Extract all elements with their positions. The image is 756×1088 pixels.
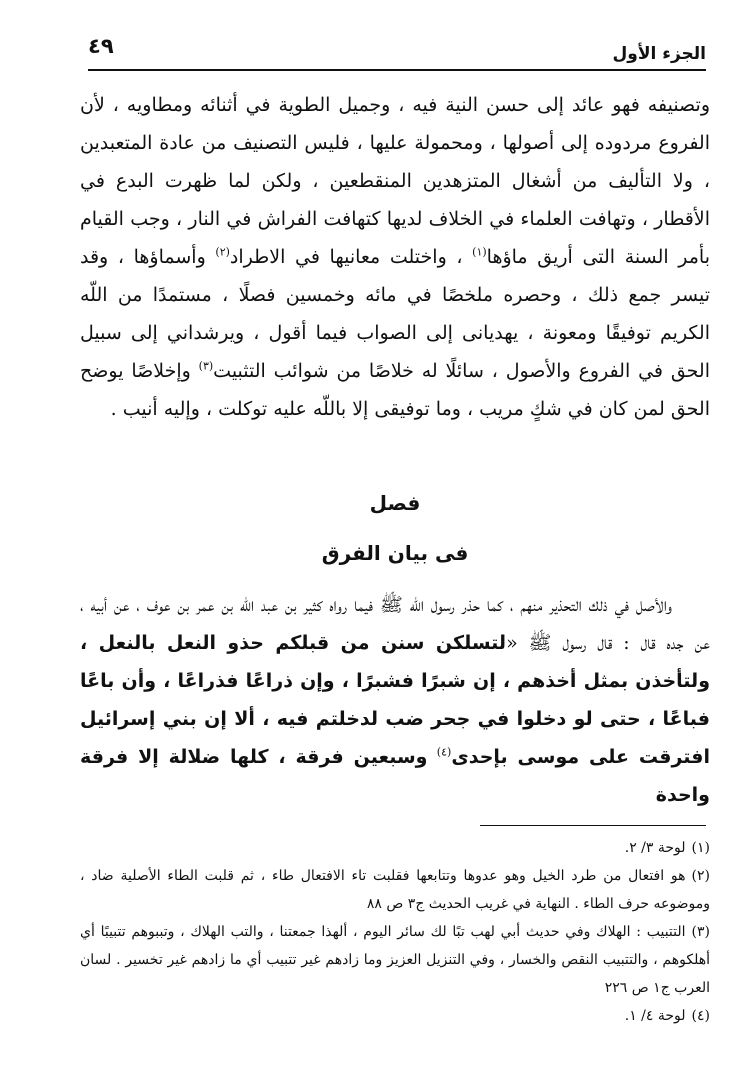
- section-heading: [80, 488, 710, 568]
- footnote-item: [80, 834, 710, 862]
- footnote-marker: (١): [472, 245, 487, 259]
- footnote-rule: [480, 825, 706, 826]
- paragraph-text: ، واختلت معانيها في الاطراد: [229, 246, 463, 268]
- footnote-number: (٣): [691, 924, 710, 940]
- paragraph-text: وأسماؤها ، وقد تيسر جمع ذلك ، وحصره ملخصًا في مائه وخمسين فصلًا ، مستمدًا من اللّه الكريم توفيقًا ومعونة ، يهديانى إلى الصواب فيما أقول ، ويرشداني إلى سبيل الحق في الفروع والأصول ، سائلًا له خلاصًا من شوائب التثبيت: [80, 246, 711, 382]
- hadith-text: وسبعين فرقة ، كلها ضلالة إلا فرقة واحدة: [80, 746, 710, 806]
- footnote-marker: (٢): [215, 245, 230, 259]
- footnote-marker: (٤): [436, 745, 452, 759]
- footnotes: [80, 834, 710, 1030]
- footnote-text: لوحة ٣/ ٢.: [624, 840, 686, 856]
- paragraph-text: والأصل في ذلك التحذير منهم ، كما حذر رسول اللّه ﷺ فيما رواه كثير بن عبد اللّه بن عمر بن عوف ، عن أبيه ، عن جده قال : قال رسول ﷺ «: [80, 594, 710, 654]
- body-paragraph: [80, 86, 710, 428]
- header-rule: [88, 69, 706, 71]
- footnote-text: التتبيب : الهلاك وفي حديث أبي لهب تبًا لك سائر اليوم ، ألهذا جمعتنا ، والتب الهلاك ، وتببوهم تتبيبًا أي أهلكوهم ، والتتبيب النقص والخسار ، وفي التنزيل العزيز وما زادهم غير تتبيب أي ما زادهم غير تخسير . لسان العرب ج١ ص ٢٢٦: [80, 924, 710, 996]
- page-number: ٤٩: [88, 34, 114, 58]
- paragraph-text: وتصنيفه فهو عائد إلى حسن النية فيه ، وجميل الطوية في أثنائه ومطاويه ، لأن الفروع مردوده إلى أصولها ، ومحمولة عليها ، فليس التصنيف من عادة المتعبدين ، ولا التأليف من أشغال المتزهدين المنقطعين ، ولكن لما ظهرت البدع في الأقطار ، وتهافت العلماء في الخلاف لديها كتهافت الفراش في النار ، وجب القيام بأمر السنة التى أريق ماؤها: [80, 94, 711, 268]
- page-header: [88, 30, 706, 70]
- footnote-item: [80, 918, 710, 1002]
- footnote-number: (٤): [691, 1008, 710, 1024]
- hadith-paragraph: [80, 586, 710, 814]
- hadith-text: لتسلكن سنن من قبلكم حذو النعل بالنعل ، ولتأخذن بمثل أخذهم ، إن شبرًا فشبرًا ، وإن ذراعًا فذراعًا ، وأن باعًا فباعًا ، حتى لو دخلوا في جحر ضب لدخلتم فيه ، ألا إن بني إسرائيل افترقت على موسى بإحدى: [80, 632, 710, 768]
- footnote-marker: (٣): [198, 359, 214, 373]
- paragraph-text: وإخلاصًا يوضح الحق لمن كان في شكٍ مريب ، وما توفيقى إلا باللّه عليه توكلت ، وإليه أنيب .: [80, 360, 710, 420]
- footnote-number: (١): [691, 840, 710, 856]
- footnote-number: (٢): [691, 868, 710, 884]
- footnote-text: هو افتعال من طرد الخيل وهو عدوها وتتابعها فقلبت تاء الافتعال طاء ، ثم قلبت الطاء الأصلية ضاد ، وموضوعه حرف الطاء . النهاية في غريب الحديث ج٣ ص ٨٨: [80, 868, 710, 912]
- section-title: فصل: [369, 491, 421, 515]
- footnote-item: [80, 862, 710, 918]
- running-head: الجزء الأول: [612, 44, 706, 64]
- footnote-item: [80, 1002, 710, 1030]
- footnote-text: لوحة ٤/ ١.: [624, 1008, 686, 1024]
- section-subtitle: فى بيان الفرق: [321, 541, 469, 565]
